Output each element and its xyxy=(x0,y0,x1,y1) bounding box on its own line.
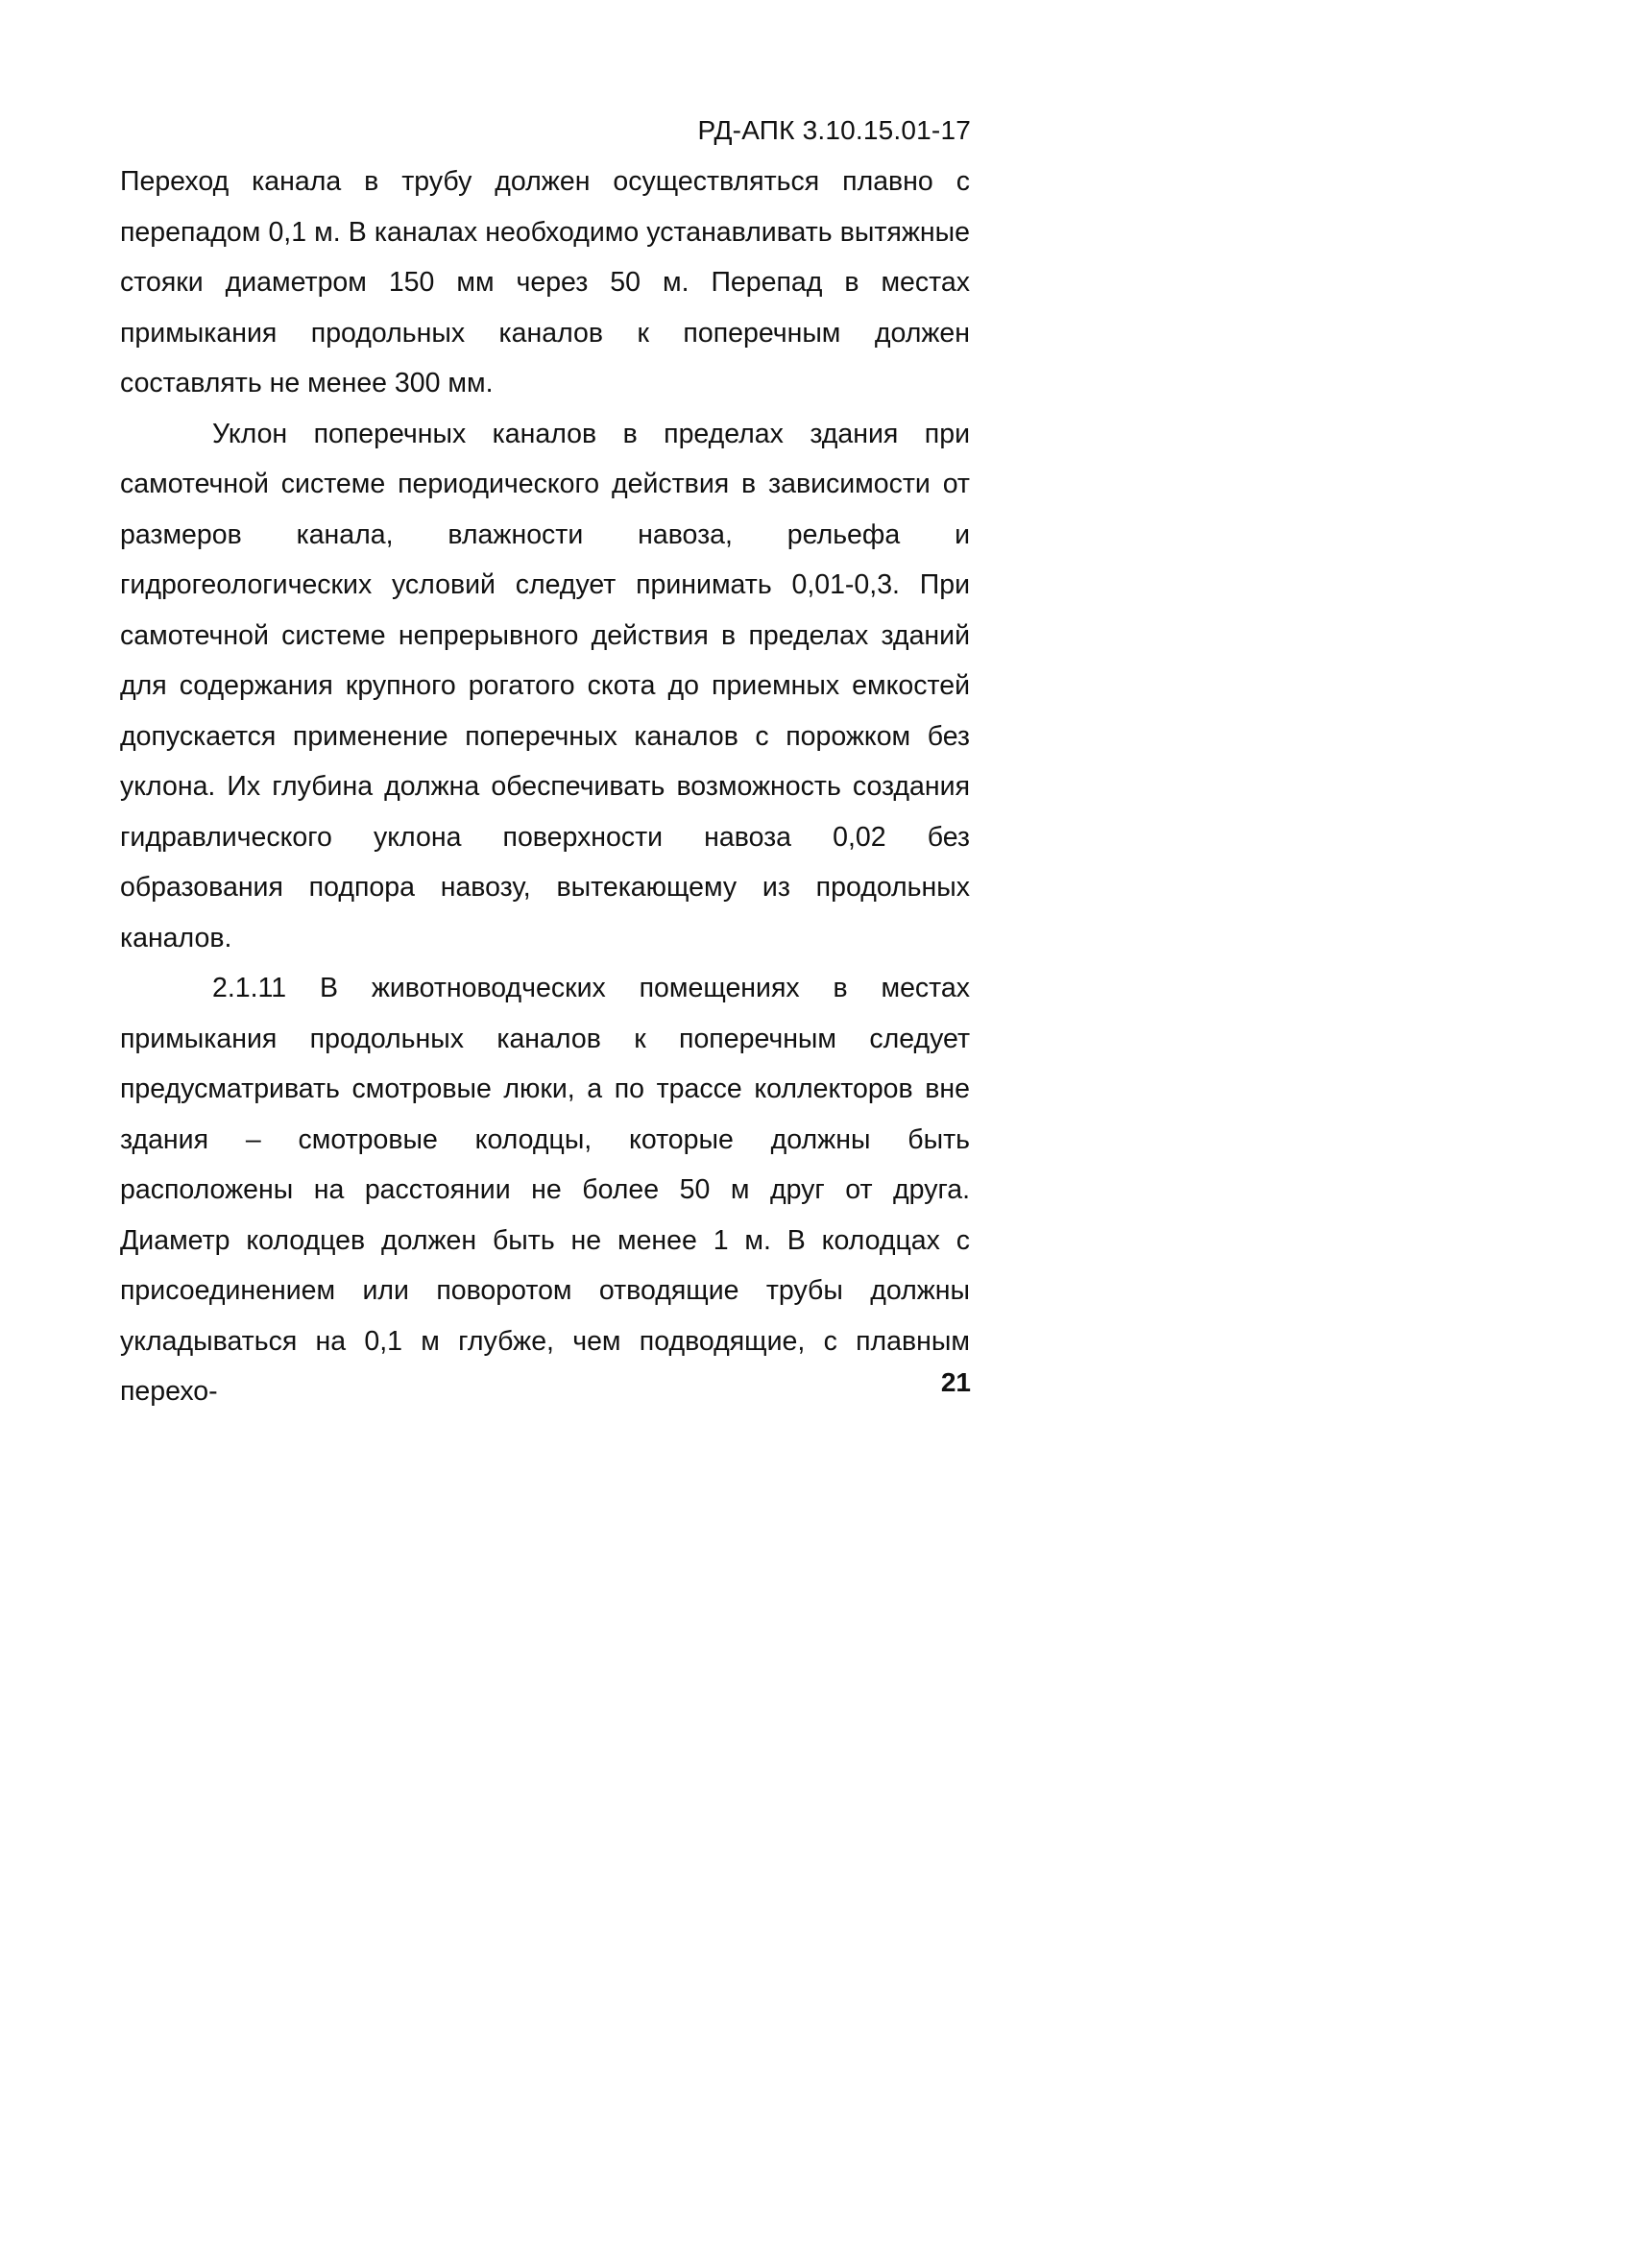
document-code-header: РД-АПК 3.10.15.01-17 xyxy=(697,115,971,145)
page-number: 21 xyxy=(940,1367,971,1397)
paragraph-cross-channel-slope: Уклон поперечных каналов в пределах здания при самотечной системе периодического действия в зависимости от размеров канала, влажности навоза, рельефа и гидрогеологических условий следует принимать 0,01-0,3. При самотечной системе непрерывного действия в пределах зданий для содержания крупного рогатого скота до приемных емкостей допускается применение поперечных каналов с порожком без уклона. Их глубина должна обеспечивать возможность создания гидравлического уклона поверхности навоза 0,02 без образования подпора навозу, вытекающему из продольных каналов. xyxy=(120,418,970,953)
paragraph-channel-transition: Переход канала в трубу должен осуществляться плавно с перепадом 0,1 м. В каналах необходимо устанавливать вытяжные стояки диаметром 150 мм через 50 м. Перепад в местах примыкания продольных каналов к поперечным должен составлять не менее 300 мм. xyxy=(120,166,970,398)
paragraph-section-2-1-11: 2.1.11 В животноводческих помещениях в местах примыкания продольных каналов к поперечным следует предусматривать смотровые люки, а по трассе коллекторов вне здания – смотровые колодцы, которые должны быть расположены на расстоянии не более 50 м друг от друга. Диаметр колодцев должен быть не менее 1 м. В колодцах с присоединением или поворотом отводящие трубы должны укладываться на 0,1 м глубже, чем подводящие, с плавным перехо- xyxy=(120,973,970,1407)
document-page xyxy=(0,0,1086,1536)
body-text xyxy=(120,157,970,1417)
